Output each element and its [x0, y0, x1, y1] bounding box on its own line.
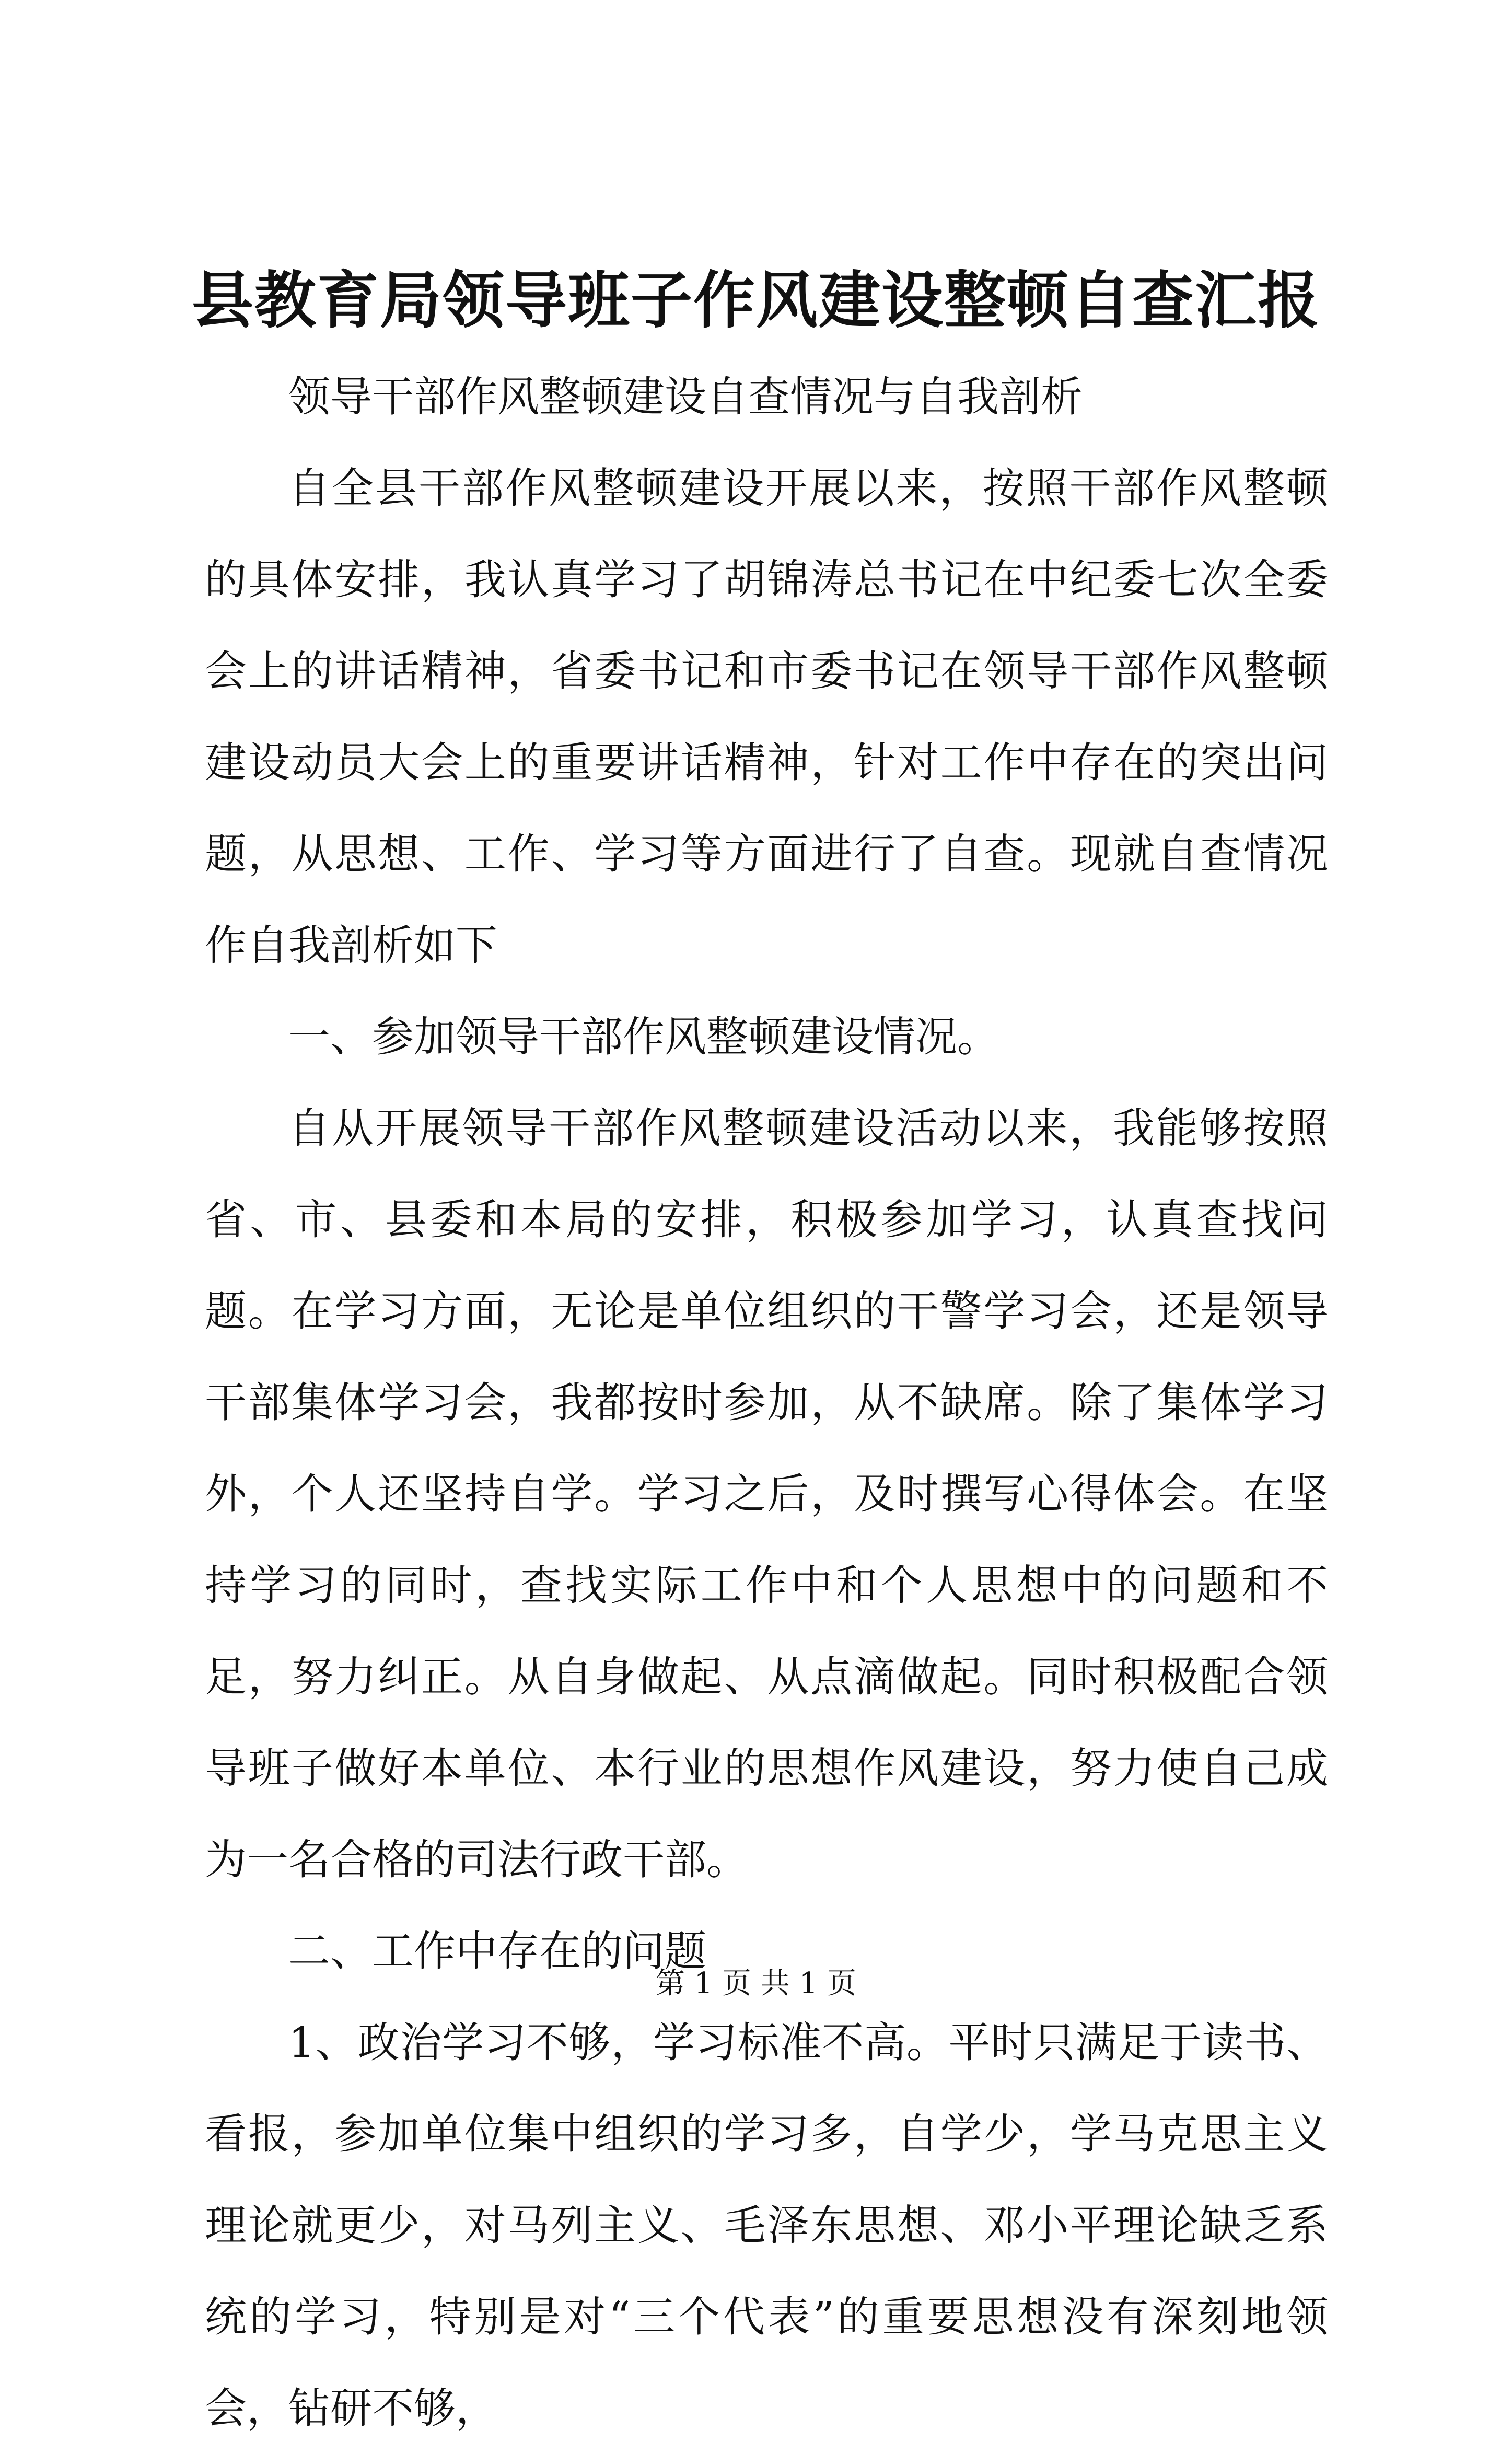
paragraph-item-1: 1、政治学习不够，学习标准不高。平时只满足于读书、看报，参加单位集中组织的学习多，自学少，学马克思主义理论就更少，对马列主义、毛泽东思想、邓小平理论缺乏系统的学习，特别是对“三个代表”的重要思想没有深刻地领会，钻研不够， — [205, 2018, 1328, 2433]
paragraph-subtitle: 领导干部作风整顿建设自查情况与自我剖析 — [288, 373, 1083, 421]
paragraph-section-1: 自从开展领导干部作风整顿建设活动以来，我能够按照省、市、县委和本局的安排，积极参加学习，认真查找问题。在学习方面，无论是单位组织的干警学习会，还是领导干部集体学习会，我都按时参加，从不缺席。除了集体学习外，个人还坚持自学。学习之后，及时撰写心得体会。在坚持学习的同时，查找实际工作中和个人思想中的问题和不足，努力纠正。从自身做起、从点滴做起。同时积极配合领导班子做好本单位、本行业的思想作风建设，努力使自己成为一名合格的司法行政干部。 — [205, 1104, 1328, 1884]
document-title: 县教育局领导班子作风建设整顿自查汇报 — [191, 264, 1320, 336]
paragraph-intro: 自全县干部作风整顿建设开展以来，按照干部作风整顿的具体安排，我认真学习了胡锦涛总书记在中纪委七次全委会上的讲话精神，省委书记和市委书记在领导干部作风整顿建设动员大会上的重要讲话精神，针对工作中存在的突出问题，从思想、工作、学习等方面进行了自查。现就自查情况作自我剖析如下 — [205, 464, 1328, 970]
page-number-footer: 第 1 页 共 1 页 — [655, 1967, 857, 2001]
document-body — [205, 351, 1328, 2454]
section-heading-1: 一、参加领导干部作风整顿建设情况。 — [288, 1013, 999, 1061]
section-heading-2: 二、工作中存在的问题 — [288, 1927, 706, 1975]
